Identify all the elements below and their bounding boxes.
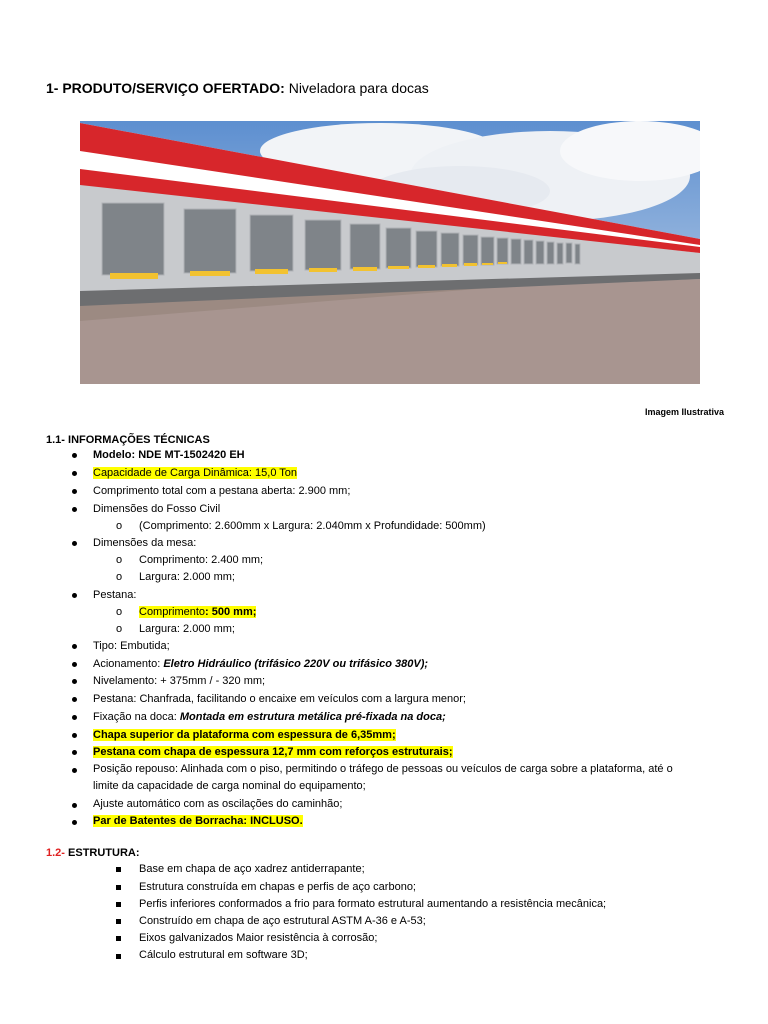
table-length-label: Comprimento [139,554,206,566]
top-plate-line [93,728,396,742]
fixing-label: Fixação na doca: [93,711,180,723]
lip-width: Largura: 2.000 mm; [139,623,235,635]
square-bullet-icon [116,919,121,924]
sub-bullet-icon: o [116,571,123,583]
warehouse-illustration [80,121,700,384]
square-bullet-icon [116,936,121,941]
rest-line-1: Posição repouso: Alinhada com o piso, permitindo o tráfego de pessoas ou veículos de carga sobre a plataforma, até o [93,763,673,775]
drive-value: Eletro Hidráulico (trifásico 220V ou trifásico 380V); [163,658,429,670]
table-length [139,553,263,567]
bullet-icon [72,662,77,667]
lip-length [139,605,256,619]
structure-heading [46,847,140,859]
sub-bullet-icon: o [116,606,123,618]
square-bullet-icon [116,954,121,959]
top-plate-text: Chapa superior da plataforma com espessura de 6,35mm; [93,729,396,741]
bumpers-line [93,814,303,828]
lip-plate-line [93,745,453,759]
bumpers-text: Par de Batentes de Borracha: INCLUSO. [93,815,303,827]
page-title [46,80,429,96]
sub-bullet-icon: o [116,520,123,532]
bullet-icon [72,679,77,684]
auto-adjust-line: Ajuste automático com as oscilações do caminhão; [93,798,343,810]
fixing-value: Montada em estrutura metálica pré-fixada na doca; [179,711,446,723]
model-line: Modelo: NDE MT-1502420 EH [93,449,245,461]
bullet-icon [72,768,77,773]
structure-item: Estrutura construída em chapas e perfis de aço carbono; [139,881,416,893]
lip-label: Pestana: [93,589,137,601]
fixing-line [93,710,446,724]
square-bullet-icon [116,885,121,890]
bullet-icon [72,715,77,720]
structure-item: Construído em chapa de aço estrutural ASTM A-36 e A-53; [139,915,426,927]
bullet-icon [72,453,77,458]
bullet-icon [72,489,77,494]
lip-plate-text: Pestana com chapa de espessura 12,7 mm com reforços estruturais; [93,746,453,758]
pit-label: Dimensões do Fosso Civil [93,503,221,515]
lip-length-value: : 500 mm; [205,606,257,618]
image-caption: Imagem Ilustrativa [644,407,724,417]
capacity-text: Capacidade de Carga Dinâmica: 15,0 Ton [93,467,298,479]
structure-item: Eixos galvanizados Maior resistência à corrosão; [139,932,378,944]
bullet-icon [72,750,77,755]
rest-line-2: limite da capacidade de carga nominal do equipamento; [93,780,366,792]
bullet-icon [72,593,77,598]
sub-bullet-icon: o [116,554,123,566]
structure-heading-number: 1.2- [46,847,65,859]
title-product: Niveladora para docas [284,80,429,96]
structure-item: Base em chapa de aço xadrez antiderrapante; [139,863,365,875]
bullet-icon [72,471,77,476]
bullet-icon [72,507,77,512]
bullet-icon [72,803,77,808]
table-width: Largura: 2.000 mm; [139,571,235,583]
capacity-line [93,466,297,480]
structure-item: Perfis inferiores conformados a frio para formato estrutural aumentando a resistência mecânica; [139,898,607,910]
type-line: Tipo: Embutida; [93,640,170,652]
bullet-icon [72,697,77,702]
pit-dimensions: (Comprimento: 2.600mm x Largura: 2.040mm x Profundidade: 500mm) [139,520,486,532]
tech-heading: 1.1- INFORMAÇÕES TÉCNICAS [46,434,210,446]
square-bullet-icon [116,867,121,872]
table-label: Dimensões da mesa: [93,537,197,549]
bullet-icon [72,820,77,825]
table-length-value: : 2.400 mm; [205,554,264,566]
lip-shape-line: Pestana: Chanfrada, facilitando o encaixe em veículos com a largura menor; [93,693,466,705]
structure-heading-text: ESTRUTURA: [64,847,140,859]
drive-label: Acionamento: [93,658,164,670]
warehouse-photo [80,121,700,384]
drive-line [93,657,428,671]
leveling-line: Nivelamento: + 375mm / - 320 mm; [93,675,266,687]
bullet-icon [72,644,77,649]
lip-length-label: Comprimento [139,606,206,618]
square-bullet-icon [116,902,121,907]
bullet-icon [72,733,77,738]
title-prefix: 1- PRODUTO/SERVIÇO OFERTADO: [46,80,285,96]
sub-bullet-icon: o [116,623,123,635]
structure-item: Cálculo estrutural em software 3D; [139,949,308,961]
total-length-line: Comprimento total com a pestana aberta: 2.900 mm; [93,485,351,497]
bullet-icon [72,541,77,546]
